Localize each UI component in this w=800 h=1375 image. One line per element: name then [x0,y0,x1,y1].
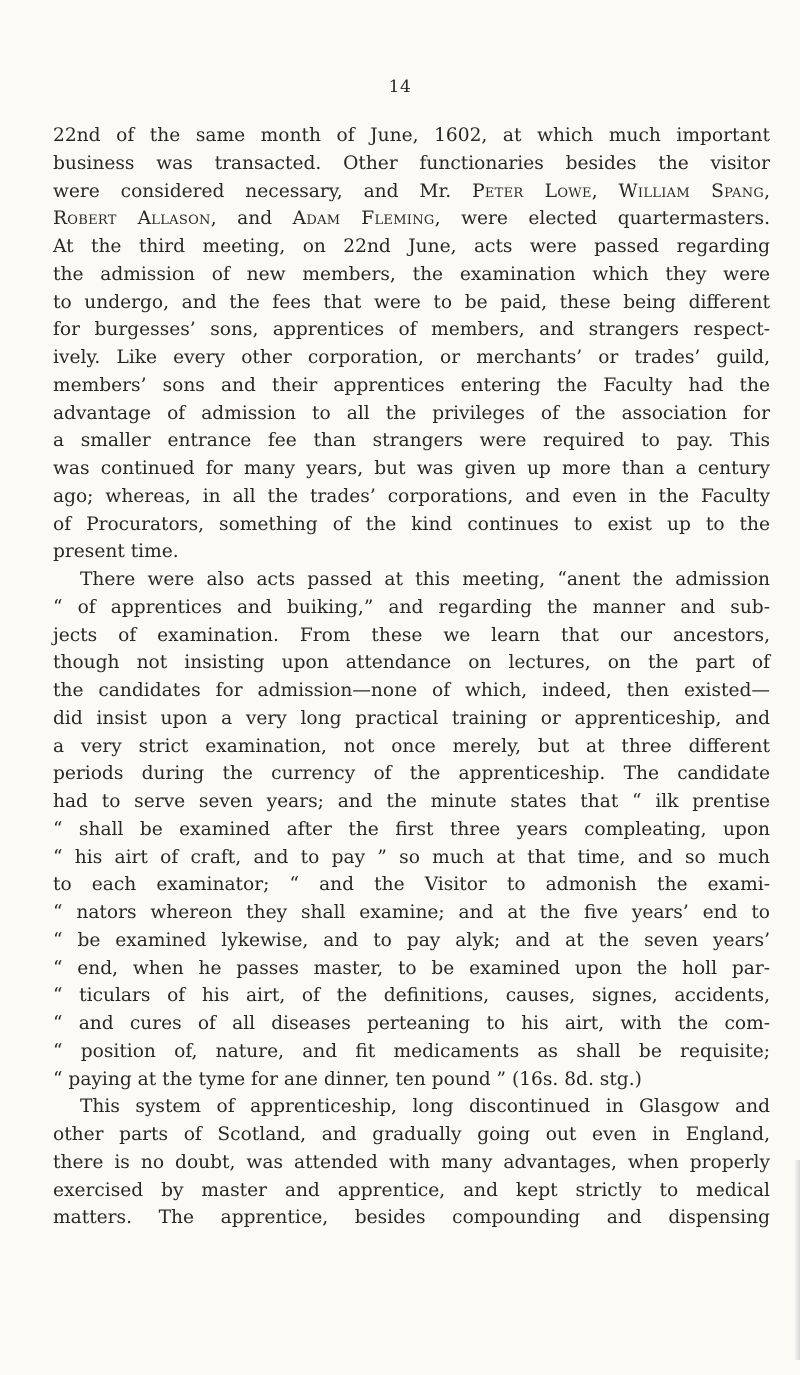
text-line [53,871,770,899]
page-number: 14 [388,77,412,97]
text-line [53,289,770,317]
body-text [53,122,770,1232]
text-segment: 22nd of the same month of June, 1602, at which much important [53,125,770,146]
text-segment: matters. The apprentice, besides compounding and dispensing [53,1207,770,1229]
text-line [53,205,770,233]
text-line [53,372,770,400]
text-line [53,1010,770,1038]
text-line [53,760,770,788]
text-line [53,1149,770,1177]
text-segment: present time. [53,541,179,563]
text-segment: “ position of, nature, and fit medicaments as shall be requisite; [53,1040,770,1062]
text-line [53,483,770,511]
text-segment: , were elected quartermasters. [434,208,771,230]
text-line [53,927,770,955]
text-segment: jects of examination. From these we learn that our ancestors, [53,624,770,646]
text-line [53,400,770,428]
text-segment: periods during the currency of the apprenticeship. The candidate [53,763,770,785]
text-line [53,899,770,927]
text-line [53,816,770,844]
text-line [53,594,770,622]
text-segment: “ his airt of craft, and to pay ” so much at that time, and so much [53,846,770,868]
text-line [53,705,770,733]
text-segment: the candidates for admission—none of which, indeed, then existed— [53,680,770,701]
text-line [53,1177,770,1205]
text-line [53,344,770,372]
text-segment: though not insisting upon attendance on lectures, on the part of [53,652,770,674]
text-segment: This system of apprenticeship, long discontinued in Glasgow and [80,1096,770,1118]
text-segment: , [591,180,619,202]
person-name: William Spang [618,180,765,202]
text-segment: other parts of Scotland, and gradually going out even in England, [53,1124,770,1145]
text-segment: a smaller entrance fee than strangers were required to pay. This [53,430,770,452]
text-line [53,1066,770,1094]
person-name: Adam Fleming [292,208,435,230]
text-line [53,844,770,872]
text-segment: “ shall be examined after the first three years compleating, upon [53,818,770,840]
text-line [53,1121,770,1149]
text-segment: “ be examined lykewise, and to pay alyk; and at the seven years’ [53,929,770,951]
text-segment: “ and cures of all diseases perteaning to his airt, with the com- [53,1013,770,1034]
text-segment: “ nators whereon they shall examine; and at the five years’ end to [53,902,770,923]
text-line [53,955,770,983]
text-segment: were considered necessary, and Mr. [53,180,473,202]
text-line [53,122,770,150]
text-line [53,427,770,455]
text-segment: was continued for many years, but was given up more than a century [53,458,770,479]
text-segment: to undergo, and the fees that were to be paid, these being different [53,291,770,313]
text-line [53,455,770,483]
text-segment: “ ticulars of his airt, of the definitions, causes, signes, accidents, [53,985,770,1007]
text-segment: “ paying at the tyme for ane dinner, ten pound ” (16s. 8d. stg.) [53,1068,642,1090]
text-line [53,1038,770,1066]
text-segment: members’ sons and their apprentices entering the Faculty had the [53,374,770,396]
text-line [53,982,770,1010]
text-line [53,178,770,206]
text-line [53,1204,770,1232]
text-segment: a very strict examination, not once merely, but at three different [53,735,770,757]
text-line [53,261,770,289]
text-segment: the admission of new members, the examination which they were [53,263,770,285]
text-segment: At the third meeting, on 22nd June, acts were passed regarding [53,236,770,257]
text-segment: to each examinator; “ and the Visitor to admonish the exami- [53,874,770,896]
text-line [53,316,770,344]
text-segment: of Procurators, something of the kind continues to exist up to the [53,513,770,535]
text-segment: business was transacted. Other functionaries besides the visitor [53,152,770,174]
text-segment: ago; whereas, in all the trades’ corporations, and even in the Faculty [53,485,770,507]
text-line [53,150,770,178]
text-segment: exercised by master and apprentice, and kept strictly to medical [53,1179,770,1201]
text-segment: did insist upon a very long practical training or apprenticeship, and [53,707,770,729]
text-segment: , [764,180,770,202]
text-line [53,622,770,650]
text-line [53,649,770,677]
text-segment: , and [210,208,293,230]
text-line [53,233,770,261]
text-segment: There were also acts passed at this meeting, “anent the admission [80,569,770,590]
person-name: Robert Allason [53,208,211,230]
text-line [53,538,770,566]
text-segment: had to serve seven years; and the minute states that “ ilk prentise [53,791,770,812]
text-line [53,733,770,761]
text-segment: “ of apprentices and buiking,” and regarding the manner and sub- [53,596,770,618]
text-line [53,788,770,816]
text-line [53,511,770,539]
person-name: Peter Lowe [472,180,592,202]
text-line [53,566,770,594]
text-segment: “ end, when he passes master, to be examined upon the holl par- [53,957,770,979]
text-line [53,677,770,705]
text-segment: advantage of admission to all the privileges of the association for [53,402,770,424]
text-line [53,1093,770,1121]
page-edge-shadow [794,1160,800,1360]
text-segment: for burgesses’ sons, apprentices of members, and strangers respect- [53,319,770,341]
text-segment: ively. Like every other corporation, or merchants’ or trades’ guild, [53,347,770,368]
text-segment: there is no doubt, was attended with many advantages, when properly [53,1151,770,1173]
